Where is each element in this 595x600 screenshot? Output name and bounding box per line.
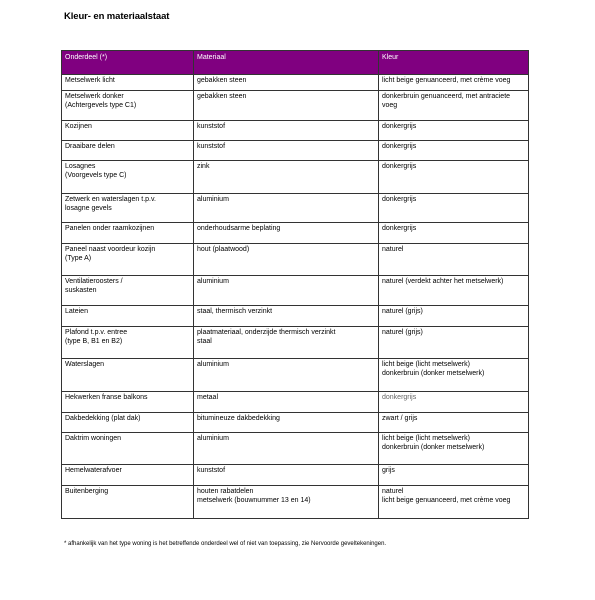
cell-material-line: staal [197, 338, 212, 345]
cell-part-line: Hekwerken franse balkons [65, 394, 148, 401]
cell-color [379, 161, 529, 194]
cell-color-line: donkergrijs [382, 163, 417, 170]
cell-part-line: Zetwerk en waterslagen t.p.v. [65, 196, 156, 203]
cell-material-line: metselwerk (bouwnummer 13 en 14) [197, 497, 311, 504]
table-row [62, 327, 529, 359]
cell-color-line: naturel [382, 488, 404, 495]
cell-color-line: donkerbruin (donker metselwerk) [382, 444, 485, 451]
cell-material-line: aluminium [197, 361, 229, 368]
cell-material-line: gebakken steen [197, 77, 247, 84]
cell-material [194, 75, 379, 91]
cell-material [194, 392, 379, 413]
cell-color [379, 244, 529, 276]
cell-color [379, 141, 529, 161]
cell-part-line: Kozijnen [65, 123, 92, 130]
cell-part-line: Metselwerk donker [65, 93, 124, 100]
table-row [62, 465, 529, 486]
cell-part [62, 121, 194, 141]
cell-material-line: staal, thermisch verzinkt [197, 308, 273, 315]
cell-material [194, 486, 379, 519]
cell-color-line: donkerbruin (donker metselwerk) [382, 370, 485, 377]
cell-material [194, 327, 379, 359]
cell-color [379, 223, 529, 244]
cell-part [62, 161, 194, 194]
cell-part [62, 392, 194, 413]
cell-color [379, 276, 529, 306]
cell-part [62, 465, 194, 486]
cell-material-line: onderhoudsarme beplating [197, 225, 281, 232]
cell-part-line: Metselwerk licht [65, 77, 115, 84]
cell-material [194, 194, 379, 223]
cell-part [62, 194, 194, 223]
table-row [62, 306, 529, 327]
cell-material-line: metaal [197, 394, 219, 401]
cell-material [194, 433, 379, 465]
cell-material [194, 141, 379, 161]
cell-material [194, 276, 379, 306]
footnote: * afhankelijk van het type woning is het betreffende onderdeel wel of niet van toepassing, zie Nervoorde geveltekeningen. [64, 541, 387, 547]
color-material-table [61, 50, 529, 519]
cell-part-line: suskasten [65, 287, 97, 294]
cell-part-line: Ventilatieroosters / [65, 278, 123, 285]
table-row [62, 223, 529, 244]
cell-color-line: voeg [382, 102, 398, 109]
cell-color-line: zwart / grijs [382, 415, 418, 422]
cell-material-line: aluminium [197, 278, 229, 285]
cell-part-line: Lateien [65, 308, 88, 315]
cell-material-line: kunststof [197, 123, 226, 130]
cell-color-line: donkergrijs [382, 123, 417, 130]
cell-color [379, 306, 529, 327]
cell-material-line: gebakken steen [197, 93, 247, 100]
cell-part-line: Daktrim woningen [65, 435, 122, 442]
cell-part-line: Hemelwaterafvoer [65, 467, 122, 474]
cell-material-line: kunststof [197, 467, 226, 474]
cell-part-line: Panelen onder raamkozijnen [65, 225, 155, 232]
cell-color [379, 433, 529, 465]
cell-material [194, 465, 379, 486]
cell-color [379, 413, 529, 433]
table-header-row [62, 51, 529, 75]
cell-material-line: plaatmateriaal, onderzijde thermisch verzinkt [197, 329, 336, 336]
cell-material [194, 413, 379, 433]
cell-color-line: licht beige (licht metselwerk) [382, 361, 470, 368]
cell-material-line: aluminium [197, 435, 229, 442]
cell-color [379, 327, 529, 359]
cell-color [379, 359, 529, 392]
cell-part [62, 276, 194, 306]
cell-color [379, 194, 529, 223]
cell-part [62, 413, 194, 433]
cell-color-line: licht beige genuanceerd, met crème voeg [382, 77, 511, 84]
cell-part-line: (Achtergevels type C1) [65, 102, 137, 109]
cell-color [379, 465, 529, 486]
cell-material-line: aluminium [197, 196, 229, 203]
table-row [62, 359, 529, 392]
cell-part-line: Dakbedekking (plat dak) [65, 415, 141, 422]
table-row [62, 141, 529, 161]
table-row [62, 276, 529, 306]
cell-part [62, 91, 194, 121]
table-row [62, 244, 529, 276]
cell-material [194, 223, 379, 244]
table-row [62, 392, 529, 413]
cell-color-line: donkergrijs [382, 196, 417, 203]
cell-color-line: donkergrijs [382, 225, 417, 232]
cell-color [379, 486, 529, 519]
table-row [62, 433, 529, 465]
cell-color-line: donkerbruin genuanceerd, met antraciete [382, 93, 511, 100]
cell-part-line: (Voorgevels type C) [65, 172, 127, 179]
cell-part-line: Plafond t.p.v. entree [65, 329, 128, 336]
cell-part [62, 306, 194, 327]
cell-part-line: Losagnes [65, 163, 96, 170]
cell-color-line: licht beige genuanceerd, met crème voeg [382, 497, 511, 504]
cell-part [62, 141, 194, 161]
table-row [62, 194, 529, 223]
cell-material [194, 121, 379, 141]
table-row [62, 91, 529, 121]
cell-material [194, 91, 379, 121]
cell-color-line: naturel (grijs) [382, 329, 423, 336]
cell-part [62, 327, 194, 359]
cell-material-line: hout (plaatwood) [197, 246, 250, 253]
cell-color [379, 121, 529, 141]
cell-material [194, 244, 379, 276]
cell-color-line: donkergrijs [382, 394, 417, 401]
header-color: Kleur [379, 51, 529, 75]
cell-part [62, 433, 194, 465]
cell-material-line: houten rabatdelen [197, 488, 254, 495]
cell-color-line: donkergrijs [382, 143, 417, 150]
table-row [62, 121, 529, 141]
cell-material [194, 306, 379, 327]
cell-part-line: Draaibare delen [65, 143, 115, 150]
cell-part [62, 223, 194, 244]
table-row [62, 161, 529, 194]
cell-color-line: naturel (verdekt achter het metselwerk) [382, 278, 504, 285]
cell-color [379, 75, 529, 91]
cell-part-line: (type B, B1 en B2) [65, 338, 123, 345]
header-part: Onderdeel (*) [62, 51, 194, 75]
cell-part [62, 359, 194, 392]
cell-part-line: Paneel naast voordeur kozijn [65, 246, 156, 253]
table-row [62, 413, 529, 433]
cell-part-line: losagne gevels [65, 205, 112, 212]
cell-part [62, 75, 194, 91]
cell-part [62, 486, 194, 519]
cell-material-line: bitumineuze dakbedekking [197, 415, 280, 422]
cell-part-line: Waterslagen [65, 361, 105, 368]
cell-part-line: Buitenberging [65, 488, 109, 495]
cell-material [194, 359, 379, 392]
cell-part-line: (Type A) [65, 255, 92, 262]
cell-part [62, 244, 194, 276]
cell-material-line: kunststof [197, 143, 226, 150]
cell-color-line: naturel [382, 246, 404, 253]
cell-color [379, 392, 529, 413]
cell-color-line: licht beige (licht metselwerk) [382, 435, 470, 442]
cell-color-line: naturel (grijs) [382, 308, 423, 315]
cell-material [194, 161, 379, 194]
table-row [62, 75, 529, 91]
header-material: Materiaal [194, 51, 379, 75]
cell-material-line: zink [197, 163, 210, 170]
cell-color-line: grijs [382, 467, 395, 474]
page-title: Kleur- en materiaalstaat [64, 11, 170, 22]
table-row [62, 486, 529, 519]
cell-color [379, 91, 529, 121]
